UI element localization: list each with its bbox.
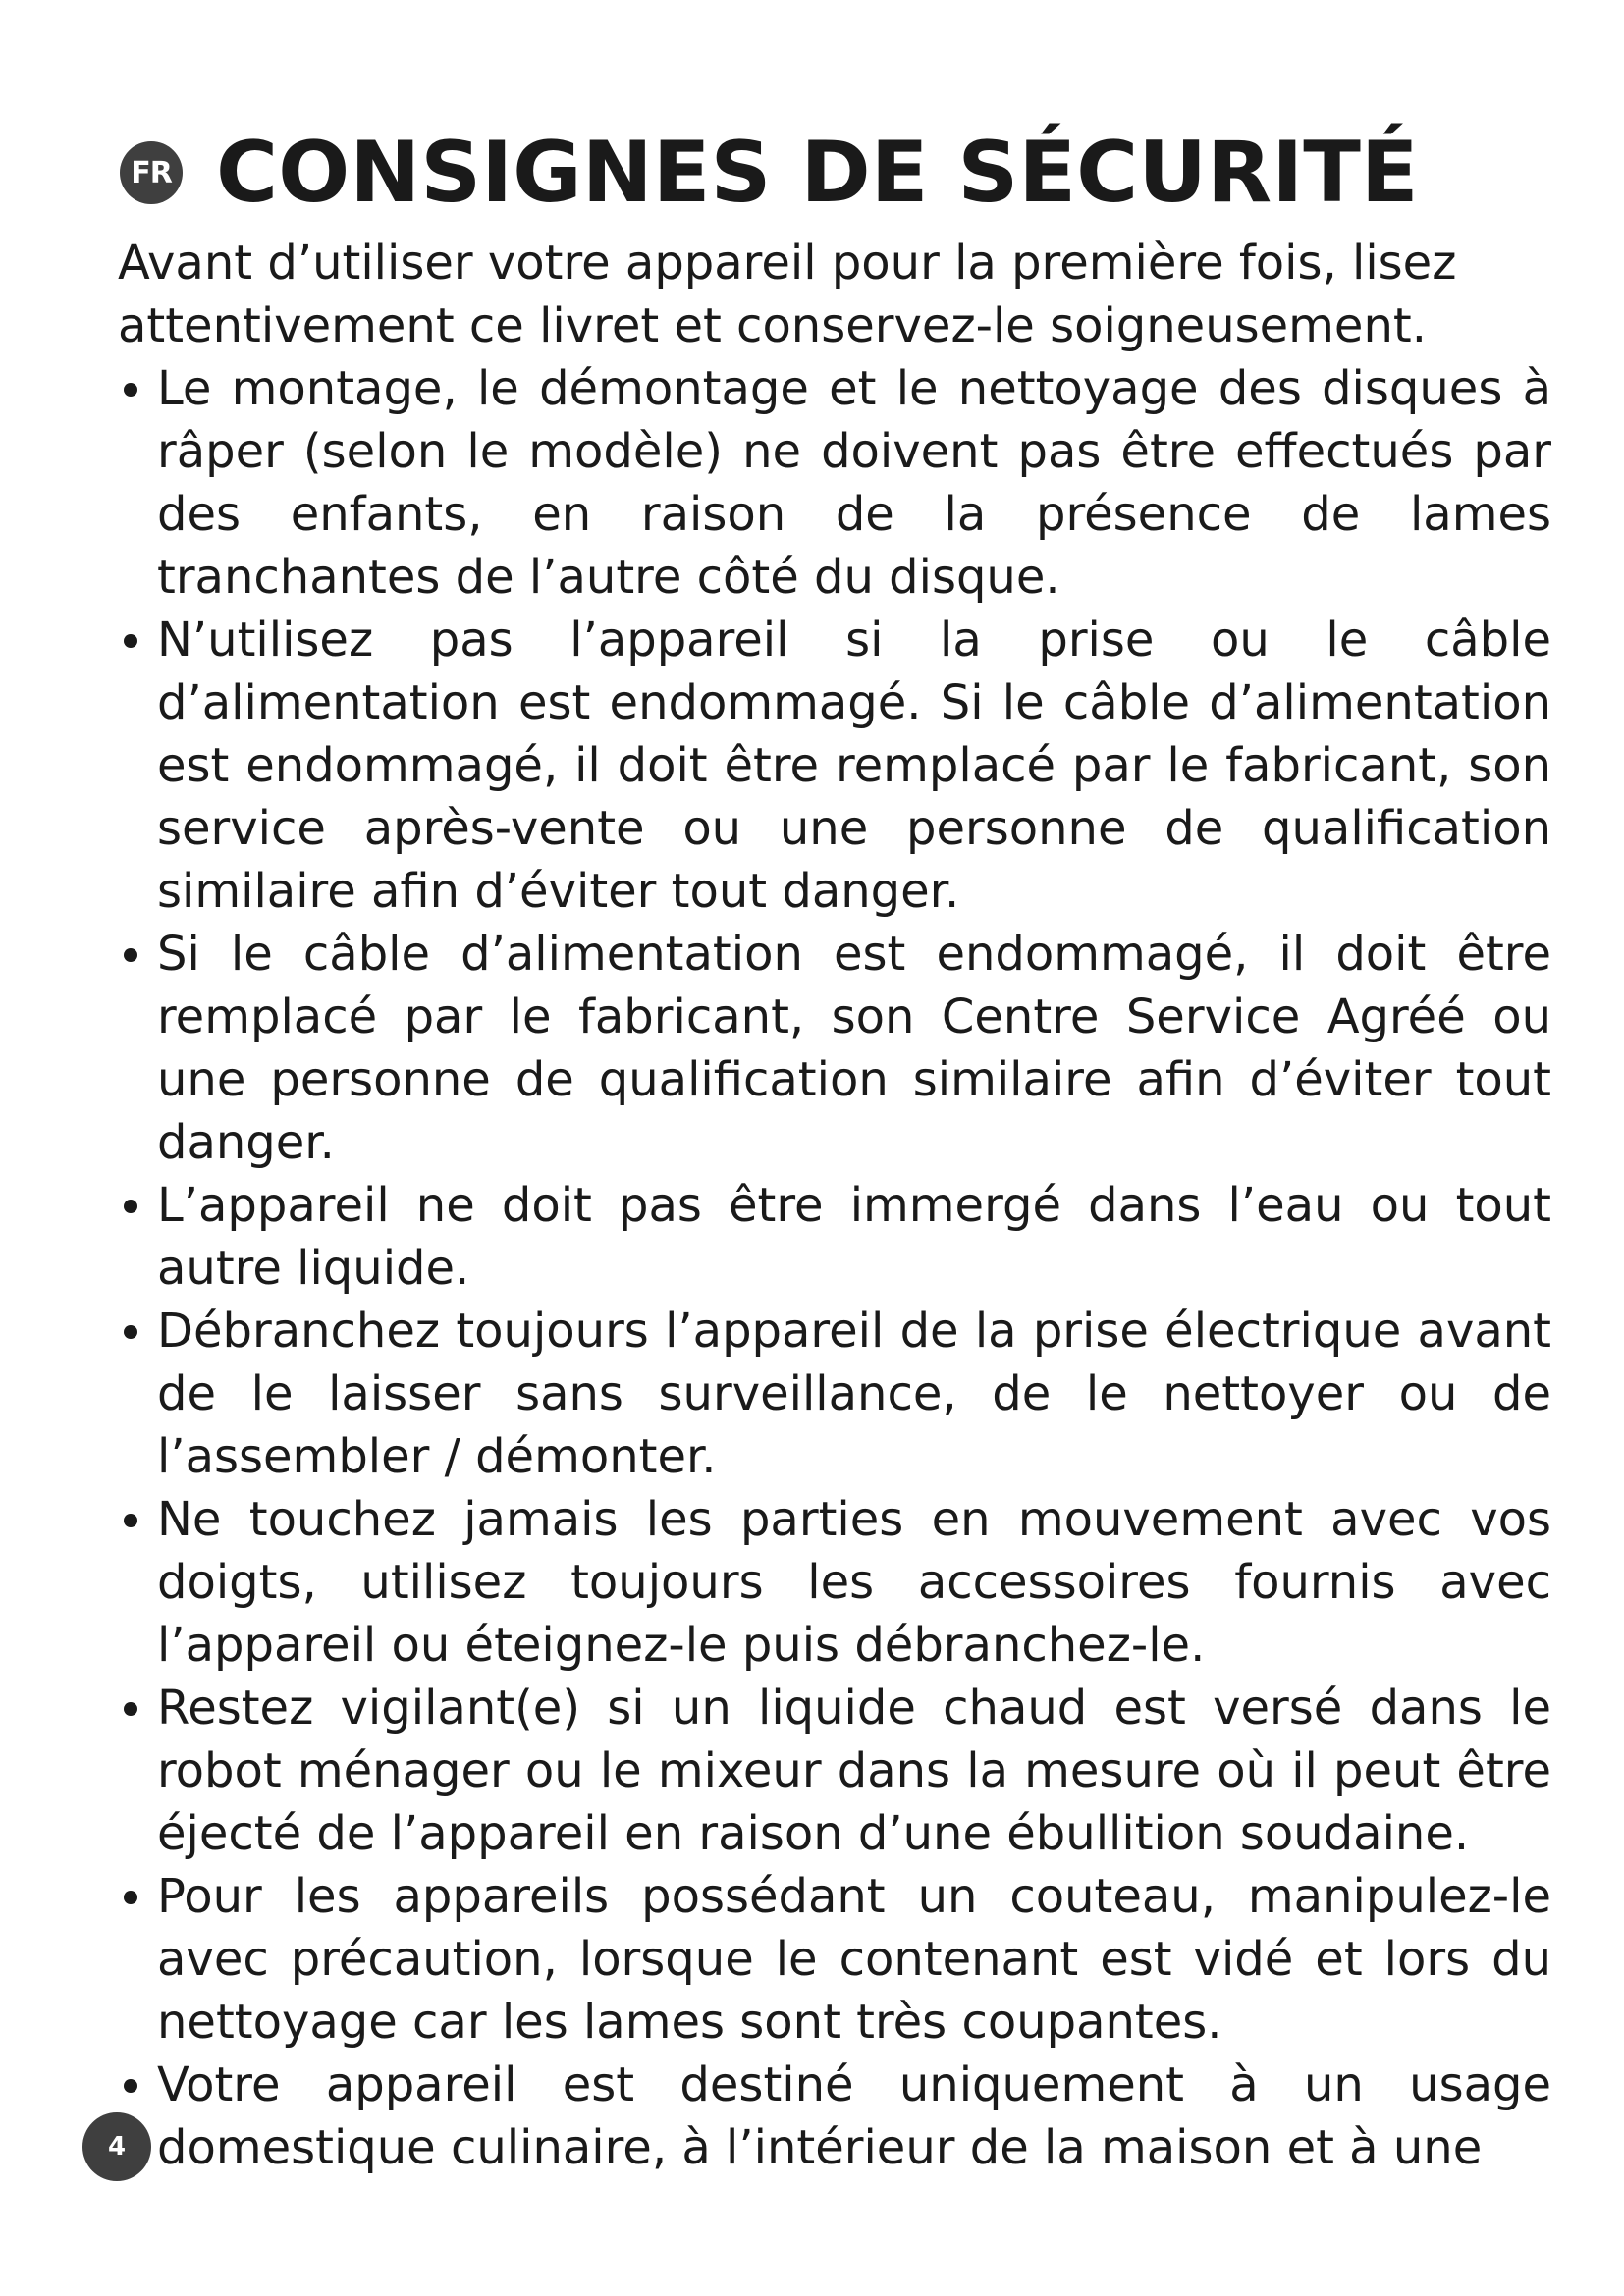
language-badge: FR [120, 141, 183, 204]
bullet-icon [124, 383, 137, 397]
list-item [118, 1300, 1551, 1488]
bullet-icon [124, 1891, 137, 1904]
list-item [118, 1677, 1551, 1865]
safety-rules-list [118, 357, 1581, 2179]
bullet-icon [124, 948, 137, 962]
list-item [118, 1174, 1551, 1300]
bullet-icon [124, 1200, 137, 1213]
rule-text: Votre appareil est destiné uniquement à un usage domestique culinaire, à l’intérieur de la maison et à une [157, 2057, 1551, 2175]
bullet-icon [124, 634, 137, 648]
rule-text: Si le câble d’alimentation est endommagé, il doit être remplacé par le fabricant, son Centre Service Agréé ou une personne de qualification similaire afin d’éviter tout danger. [157, 927, 1551, 1170]
title-row [120, 116, 1581, 230]
rule-text: Débranchez toujours l’appareil de la prise électrique avant de le laisser sans surveillance, de le nettoyer ou de l’assembler / démonter. [157, 1304, 1551, 1484]
intro-paragraph: Avant d’utiliser votre appareil pour la première fois, lisez attentivement ce livret et conservez-le soigneusement. [118, 236, 1457, 353]
list-item [118, 2054, 1551, 2179]
bullet-icon [124, 1325, 137, 1339]
list-item [118, 923, 1551, 1174]
bullet-icon [124, 2079, 137, 2093]
page-number-badge: 4 [82, 2112, 151, 2181]
list-item [118, 1865, 1551, 2054]
rule-text: L’appareil ne doit pas être immergé dans l’eau ou tout autre liquide. [157, 1178, 1551, 1296]
page-title: CONSIGNES DE SÉCURITÉ [216, 124, 1419, 222]
rule-text: Restez vigilant(e) si un liquide chaud est versé dans le robot ménager ou le mixeur dans la mesure où il peut être éjecté de l’appareil en raison d’une ébullition soudaine. [157, 1681, 1551, 1861]
safety-page [118, 116, 1581, 2179]
rule-text: Pour les appareils possédant un couteau, manipulez-le avec précaution, lorsque le contenant est vidé et lors du nettoyage car les lames sont très coupantes. [157, 1869, 1551, 2050]
rule-text: Ne touchez jamais les parties en mouvement avec vos doigts, utilisez toujours les accessoires fournis avec l’appareil ou éteignez-le puis débranchez-le. [157, 1492, 1551, 1673]
rule-text: Le montage, le démontage et le nettoyage des disques à râper (selon le modèle) ne doivent pas être effectués par des enfants, en raison de la présence de lames tranchantes de l’autre côté du disque. [157, 361, 1551, 605]
rule-text: N’utilisez pas l’appareil si la prise ou le câble d’alimentation est endommagé. Si le câble d’alimentation est endommagé, il doit être remplacé par le fabricant, son service après-vente ou une personne de qualification similaire afin d’éviter tout danger. [157, 613, 1551, 919]
bullet-icon [124, 1702, 137, 1716]
list-item [118, 1488, 1551, 1677]
list-item [118, 609, 1551, 923]
bullet-icon [124, 1514, 137, 1527]
list-item [118, 357, 1551, 609]
